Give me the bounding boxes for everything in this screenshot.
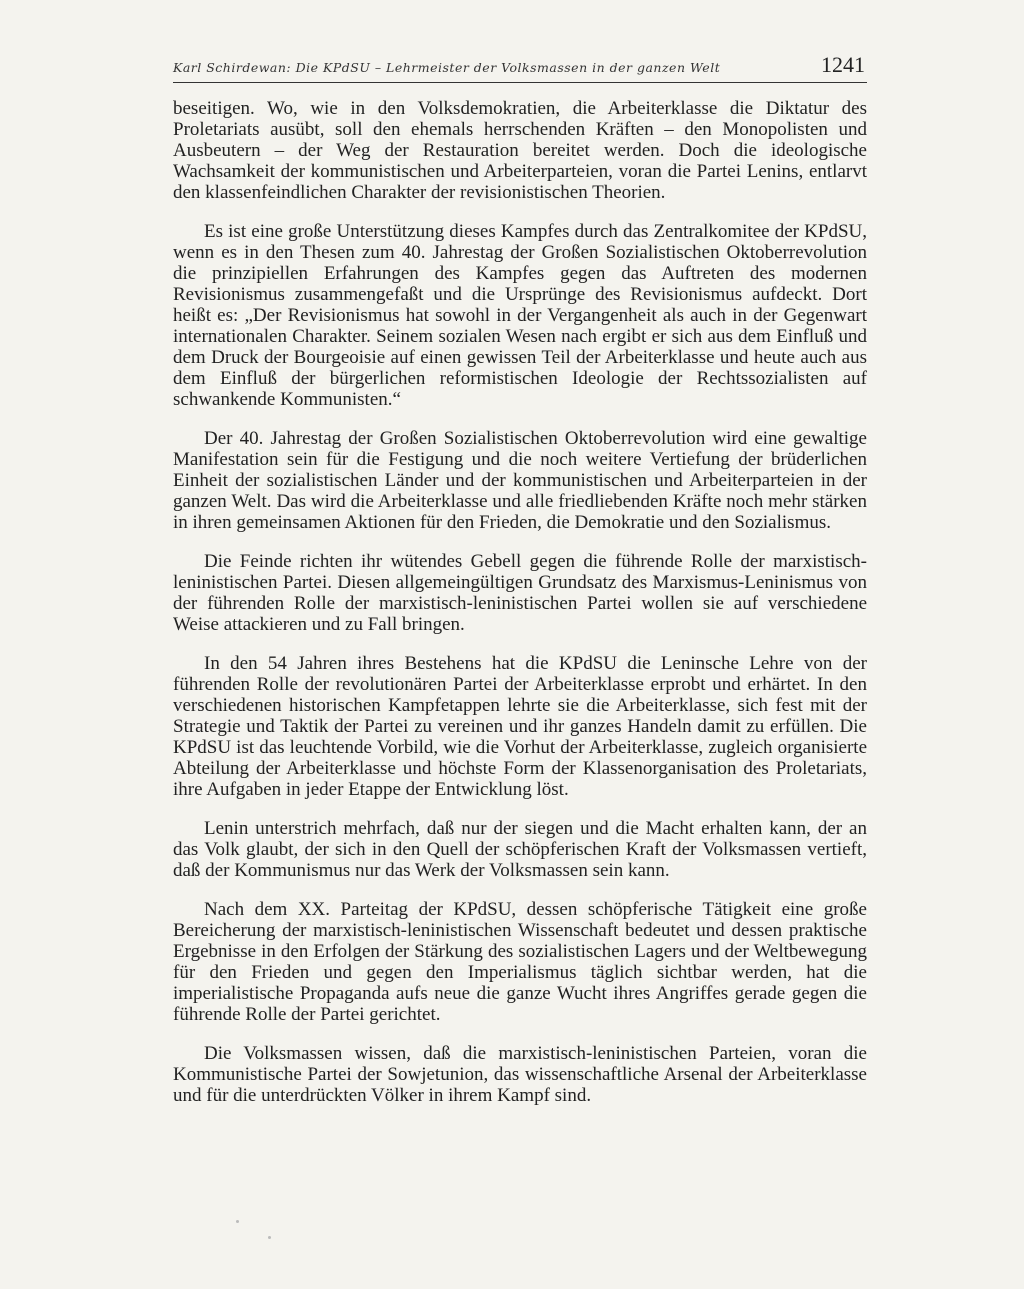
paragraph-6: Lenin unterstrich mehrfach, daß nur der siegen und die Macht erhalten kann, der an das Volk glaubt, der sich in den Quell der schöpferischen Kraft der Volksmassen vertieft, daß der Kommunismus nur das Werk der Volksmassen sein kann. bbox=[173, 818, 867, 881]
paragraph-2: Es ist eine große Unterstützung dieses Kampfes durch das Zentralkomitee der KPdSU, wenn es in den Thesen zum 40. Jahrestag der Großen Sozialistischen Oktoberrevolution die prinzipiellen Erfahrungen des Kampfes gegen das Auftreten des modernen Revisionismus zusammengefaßt und die Ursprünge des Revisionismus aufdeckt. Dort heißt es: „Der Revisionismus hat sowohl in der Vergangenheit als auch in der Gegenwart internationalen Charakter. Seinem sozialen Wesen nach ergibt er sich aus dem Einfluß und dem Druck der Bourgeoisie auf einen gewissen Teil der Arbeiterklasse und heute auch aus dem Einfluß der bürgerlichen reformistischen Ideologie der Rechtssozialisten auf schwankende Kommunisten.“ bbox=[173, 221, 867, 410]
scan-speck bbox=[236, 1220, 239, 1223]
paragraph-8: Die Volksmassen wissen, daß die marxistisch-leninistischen Parteien, voran die Kommunistische Partei der Sowjetunion, das wissenschaftliche Arsenal der Arbeiterklasse und für die unterdrückten Völker in ihrem Kampf sind. bbox=[173, 1043, 867, 1106]
paragraph-1: beseitigen. Wo, wie in den Volksdemokratien, die Arbeiterklasse die Diktatur des Proletariats ausübt, soll den ehemals herrschenden Kräften – den Monopolisten und Ausbeutern – der Weg der Restauration bereitet werden. Doch die ideologische Wachsamkeit der kommunistischen und Arbeiterparteien, voran die Partei Lenins, entlarvt den klassenfeindlichen Charakter der revisionistischen Theorien. bbox=[173, 98, 867, 203]
page-header bbox=[173, 50, 867, 83]
scan-speck bbox=[268, 1236, 271, 1239]
paragraph-5: In den 54 Jahren ihres Bestehens hat die KPdSU die Leninsche Lehre von der führenden Rolle der revolutionären Partei der Arbeiterklasse erprobt und erhärtet. In den verschiedenen historischen Kampfetappen lehrte sie die Arbeiterklasse, sich fest mit der Strategie und Taktik der Partei zu vereinen und ihr ganzes Handeln damit zu erfüllen. Die KPdSU ist das leuchtende Vorbild, wie die Vorhut der Arbeiterklasse, zugleich organisierte Abteilung der Arbeiterklasse und höchste Form der Klassenorganisation des Proletariats, ihre Aufgaben in jeder Etappe der Entwicklung löst. bbox=[173, 653, 867, 800]
paragraph-4: Die Feinde richten ihr wütendes Gebell gegen die führende Rolle der marxistisch-leninistischen Partei. Diesen allgemeingültigen Grundsatz des Marxismus-Leninismus von der führenden Rolle der marxistisch-leninistischen Partei wollen sie auf verschiedene Weise attackieren und zu Fall bringen. bbox=[173, 551, 867, 635]
paragraph-3: Der 40. Jahrestag der Großen Sozialistischen Oktoberrevolution wird eine gewaltige Manifestation sein für die Festigung und die noch weitere Vertiefung der brüderlichen Einheit der sozialistischen Länder und der kommunistischen und Arbeiterparteien in der ganzen Welt. Das wird die Arbeiterklasse und alle friedliebenden Kräfte noch mehr stärken in ihren gemeinsamen Aktionen für den Frieden, die Demokratie und den Sozialismus. bbox=[173, 428, 867, 533]
body-text bbox=[173, 98, 867, 1124]
running-title: Karl Schirdewan: Die KPdSU – Lehrmeister der Volksmassen in der ganzen Welt bbox=[173, 60, 721, 75]
paragraph-7: Nach dem XX. Parteitag der KPdSU, dessen schöpferische Tätigkeit eine große Bereicherung der marxistisch-leninistischen Wissenschaft bedeutet und dessen praktische Ergebnisse in den Erfolgen der Stärkung des sozialistischen Lagers und der Weltbewegung für den Frieden und gegen den Imperialismus täglich sichtbar werden, hat die imperialistische Propaganda aufs neue die ganze Wucht ihres Angriffes gerade gegen die führende Rolle der Partei gerichtet. bbox=[173, 899, 867, 1025]
page-number: 1241 bbox=[821, 52, 865, 77]
